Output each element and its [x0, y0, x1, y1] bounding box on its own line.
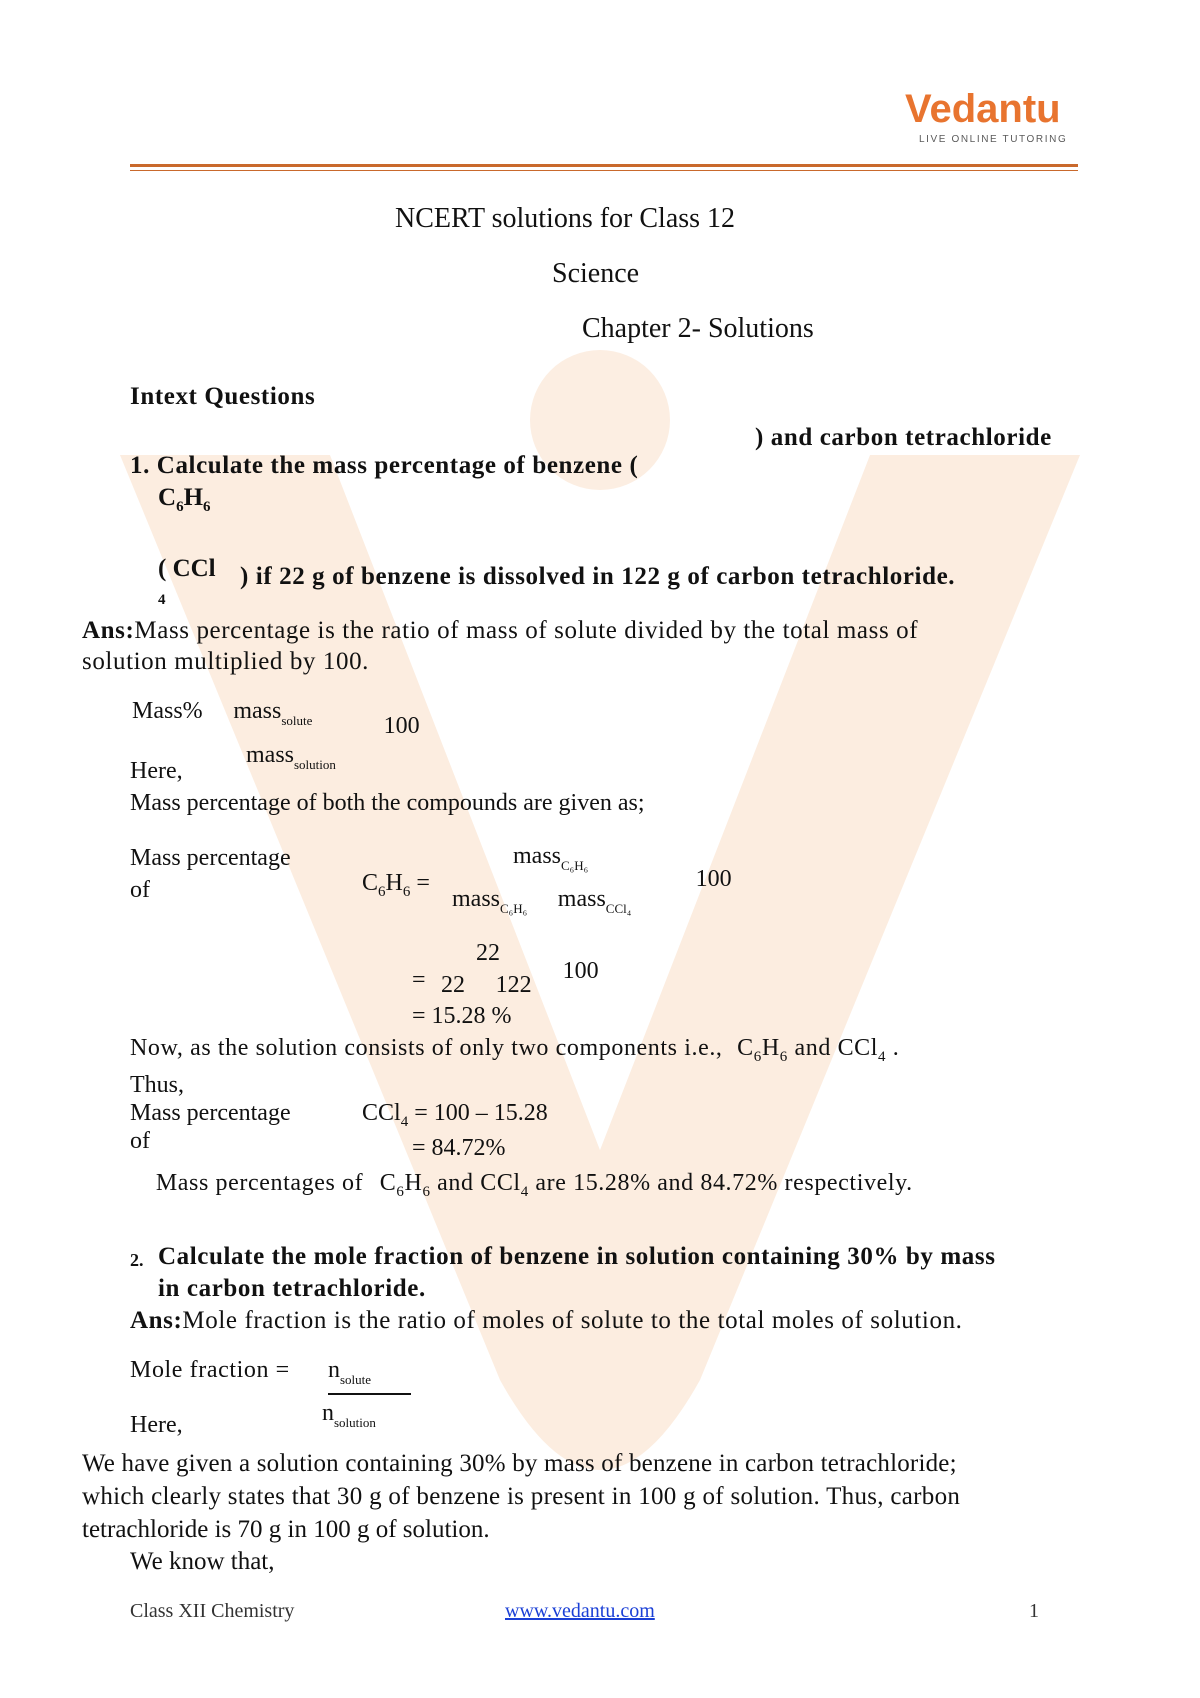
q2-text-2: in carbon tetrachloride. [158, 1275, 426, 1302]
here-label-2: Here, [130, 1412, 183, 1438]
den-mass: mass$_{C_6H_6}$   mass$_{CCl_4}$ [452, 886, 632, 916]
mf-den: $n_{solution}$ [322, 1400, 376, 1430]
calc-times:  100 [544, 958, 599, 984]
mass-percent-formula: Mass%   mass$_{solute}$ [132, 698, 313, 728]
both-compounds: Mass percentage of both the compounds are given as; [130, 790, 645, 816]
times-100-1:  100 [365, 713, 420, 739]
ccl4-line: CCl$_4$ = 100 – 15.28 [362, 1100, 548, 1130]
q1-top-right: ) and carbon tetrachloride [755, 424, 1052, 451]
times-100-2:  100 [677, 866, 732, 892]
now-line: Now, as the solution consists of only two components i.e., $C_6H_6$ and CCl$_4$ . [130, 1035, 900, 1065]
mp2-label-2: of [130, 1128, 150, 1154]
page-number: 1 [1029, 1600, 1039, 1622]
mp-label-2: of [130, 877, 150, 903]
header-rule-thin [130, 170, 1078, 171]
mf-num: $n_{solute}$ [328, 1357, 372, 1387]
footer-link[interactable]: www.vedantu.com [505, 1600, 655, 1622]
result-1: = 15.28 % [412, 1003, 512, 1029]
mp-label-1: Mass percentage [130, 845, 291, 871]
q2-text-1: Calculate the mole fraction of benzene in solution containing 30% by mass [158, 1243, 996, 1270]
ccl4-result: = 84.72% [412, 1135, 506, 1161]
a1-line1: Ans:Mass percentage is the ratio of mass of solute divided by the total mass of [82, 617, 919, 644]
here-label-1: Here, [130, 758, 183, 784]
title-line-1: NCERT solutions for Class 12 [395, 203, 736, 234]
q1-ccl-sub: 4 [158, 592, 166, 608]
section-heading: Intext Questions [130, 383, 316, 410]
formula-denominator: mass$_{solution}$ [246, 742, 336, 772]
calc-eq: = [412, 967, 426, 993]
mp2-label-1: Mass percentage [130, 1100, 291, 1126]
svg-text:Vedantu: Vedantu [905, 87, 1061, 131]
vedantu-logo-icon [905, 86, 1085, 146]
a2-know: We know that, [130, 1548, 275, 1575]
q1-ccl: ( CCl [158, 555, 216, 582]
header-rule [130, 164, 1078, 167]
c6h6-eq: $C_6H_6$ = [362, 870, 430, 900]
title-line-2: Science [552, 258, 640, 289]
calc-num: 22 [476, 940, 500, 966]
q1-rest: ) if 22 g of benzene is dissolved in 122 g of carbon tetrachloride. [240, 563, 956, 590]
q1-formula: $C_6H_6$ [158, 484, 211, 515]
q2-num: 2. [130, 1250, 144, 1270]
a2-line1: Ans:Mole fraction is the ratio of moles of solute to the total moles of solution. [130, 1307, 963, 1334]
svg-text:LIVE ONLINE TUTORING: LIVE ONLINE TUTORING [919, 134, 1068, 145]
conclusion-line:   Mass percentages of $C_6H_6$ and CCl$_4$ are 15.28% and 84.72% respectively. [130, 1170, 913, 1200]
mf-fraction-line [328, 1393, 411, 1395]
footer-left: Class XII Chemistry [130, 1600, 295, 1622]
a1-line2: solution multiplied by 100. [82, 648, 370, 675]
thus: Thus, [130, 1072, 184, 1098]
num-mass: mass$_{C_6H_6}$ [513, 843, 589, 873]
calc-den: 22   122 [441, 972, 532, 998]
vedantu-logo [905, 86, 1085, 151]
a2-para-3: tetrachloride is 70 g in 100 g of solution. [82, 1516, 490, 1543]
mf-label: Mole fraction = [130, 1357, 290, 1383]
title-line-3: Chapter 2- Solutions [582, 313, 814, 344]
a2-para-1: We have given a solution containing 30% by mass of benzene in carbon tetrachloride; [82, 1450, 957, 1477]
q1-text: 1. Calculate the mass percentage of benzene ( [130, 452, 639, 479]
a2-para-2: which clearly states that 30 g of benzene is present in 100 g of solution. Thus, carbon [82, 1483, 961, 1510]
